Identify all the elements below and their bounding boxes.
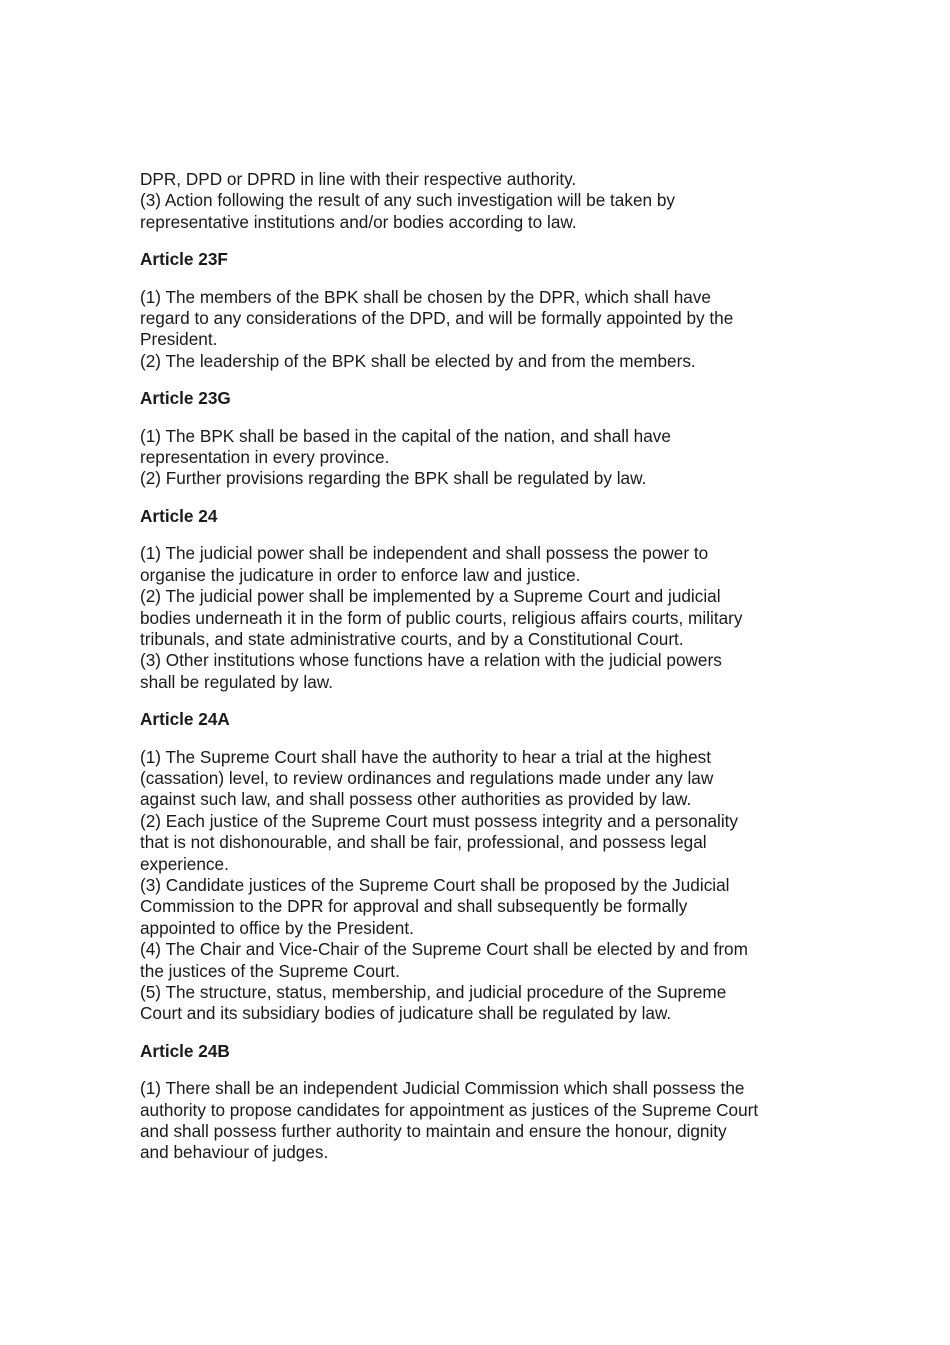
article-heading: Article 23G <box>140 388 231 409</box>
text-line: and behaviour of judges. <box>140 1142 329 1163</box>
intro-paragraph <box>140 169 820 233</box>
article-heading: Article 24A <box>140 709 230 730</box>
text-line: (3) Candidate justices of the Supreme Court shall be proposed by the Judicial <box>140 874 730 895</box>
text-line: (2) Further provisions regarding the BPK shall be regulated by law. <box>140 468 647 489</box>
text-line: representation in every province. <box>140 447 390 468</box>
text-line: (2) Each justice of the Supreme Court must possess integrity and a personality <box>140 810 739 831</box>
article-body <box>140 426 820 490</box>
text-line: regard to any considerations of the DPD, and will be formally appointed by the <box>140 308 734 329</box>
text-line: authority to propose candidates for appointment as justices of the Supreme Court <box>140 1099 759 1120</box>
text-line: President. <box>140 329 218 350</box>
text-line: Commission to the DPR for approval and shall subsequently be formally <box>140 896 688 917</box>
article-body <box>140 543 820 693</box>
text-line: bodies underneath it in the form of public courts, religious affairs courts, military <box>140 607 743 628</box>
text-line: (5) The structure, status, membership, and judicial procedure of the Supreme <box>140 982 727 1002</box>
text-line: Court and its subsidiary bodies of judicature shall be regulated by law. <box>140 1003 672 1024</box>
article-body <box>140 287 820 373</box>
article-body <box>140 1078 820 1164</box>
text-line: that is not dishonourable, and shall be fair, professional, and possess legal <box>140 832 707 853</box>
text-line: (3) Other institutions whose functions have a relation with the judicial powers <box>140 650 722 671</box>
article-body <box>140 747 820 1025</box>
text-line: appointed to office by the President. <box>140 917 414 938</box>
text-line: (4) The Chair and Vice-Chair of the Supreme Court shall be elected by and from <box>140 939 748 960</box>
text-line: shall be regulated by law. <box>140 671 334 692</box>
text-line: tribunals, and state administrative courts, and by a Constitutional Court. <box>140 628 684 649</box>
text-line: (1) There shall be an independent Judicial Commission which shall possess the <box>140 1078 745 1099</box>
text-line: (1) The Supreme Court shall have the authority to hear a trial at the highest <box>140 746 712 767</box>
text-line: the justices of the Supreme Court. <box>140 960 400 981</box>
article-heading: Article 24B <box>140 1040 230 1061</box>
text-line: organise the judicature in order to enforce law and justice. <box>140 564 581 585</box>
text-line: (2) The judicial power shall be implemented by a Supreme Court and judicial <box>140 586 721 607</box>
article-heading: Article 24 <box>140 505 218 526</box>
text-line: against such law, and shall possess other authorities as provided by law. <box>140 789 692 810</box>
text-line: experience. <box>140 853 229 874</box>
text-line: (1) The judicial power shall be independent and shall possess the power to <box>140 543 709 564</box>
text-line: representative institutions and/or bodies according to law. <box>140 211 577 232</box>
text-line: and shall possess further authority to maintain and ensure the honour, dignity <box>140 1121 727 1142</box>
text-line: (3) Action following the result of any such investigation will be taken by <box>140 190 676 211</box>
text-line: (cassation) level, to review ordinances and regulations made under any law <box>140 767 714 788</box>
text-line: DPR, DPD or DPRD in line with their respective authority. <box>140 169 577 189</box>
article-heading: Article 23F <box>140 249 228 270</box>
text-line: (1) The BPK shall be based in the capital of the nation, and shall have <box>140 425 671 446</box>
document-page <box>140 169 820 1164</box>
text-line: (1) The members of the BPK shall be chosen by the DPR, which shall have <box>140 286 711 307</box>
text-line: (2) The leadership of the BPK shall be elected by and from the members. <box>140 350 696 371</box>
